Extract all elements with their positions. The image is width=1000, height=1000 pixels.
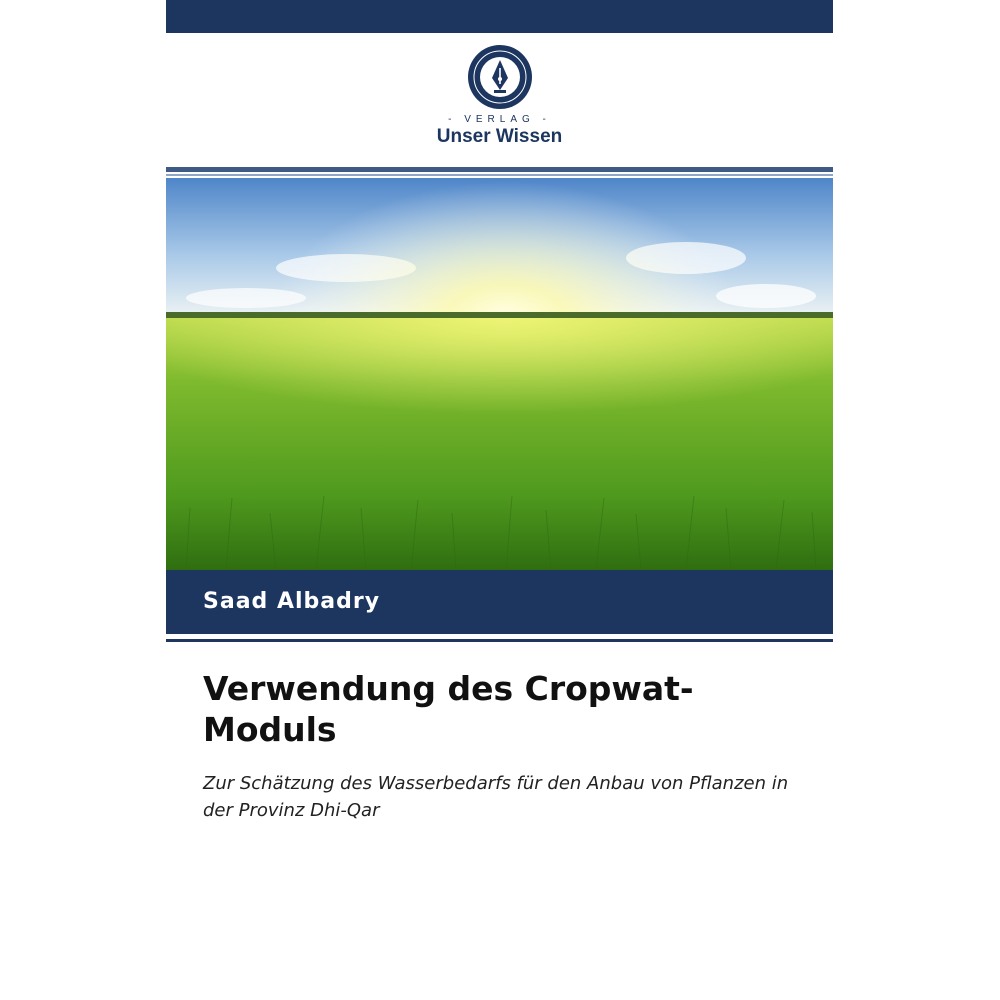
top-bar bbox=[166, 0, 833, 33]
verlag-label: - VERLAG - bbox=[448, 114, 551, 125]
book-subtitle: Zur Schätzung des Wasserbedarfs für den Anbau von Pflanzen in der Provinz Dhi-Qar bbox=[203, 773, 789, 821]
book-title: Verwendung des Cropwat-Moduls bbox=[203, 669, 694, 749]
pen-nib-seal-icon bbox=[467, 44, 533, 110]
author-underline-rule bbox=[166, 639, 833, 642]
author-band bbox=[166, 570, 833, 634]
cover-photo bbox=[166, 178, 833, 570]
author-name: Saad Albadry bbox=[203, 589, 381, 614]
book-cover bbox=[166, 0, 833, 1000]
field-sunrise-image bbox=[166, 178, 833, 570]
publisher-name: Unser Wissen bbox=[436, 126, 563, 147]
photo-top-rule bbox=[166, 167, 833, 172]
publisher-logo bbox=[166, 44, 833, 154]
photo-top-rule-thin bbox=[166, 174, 833, 176]
